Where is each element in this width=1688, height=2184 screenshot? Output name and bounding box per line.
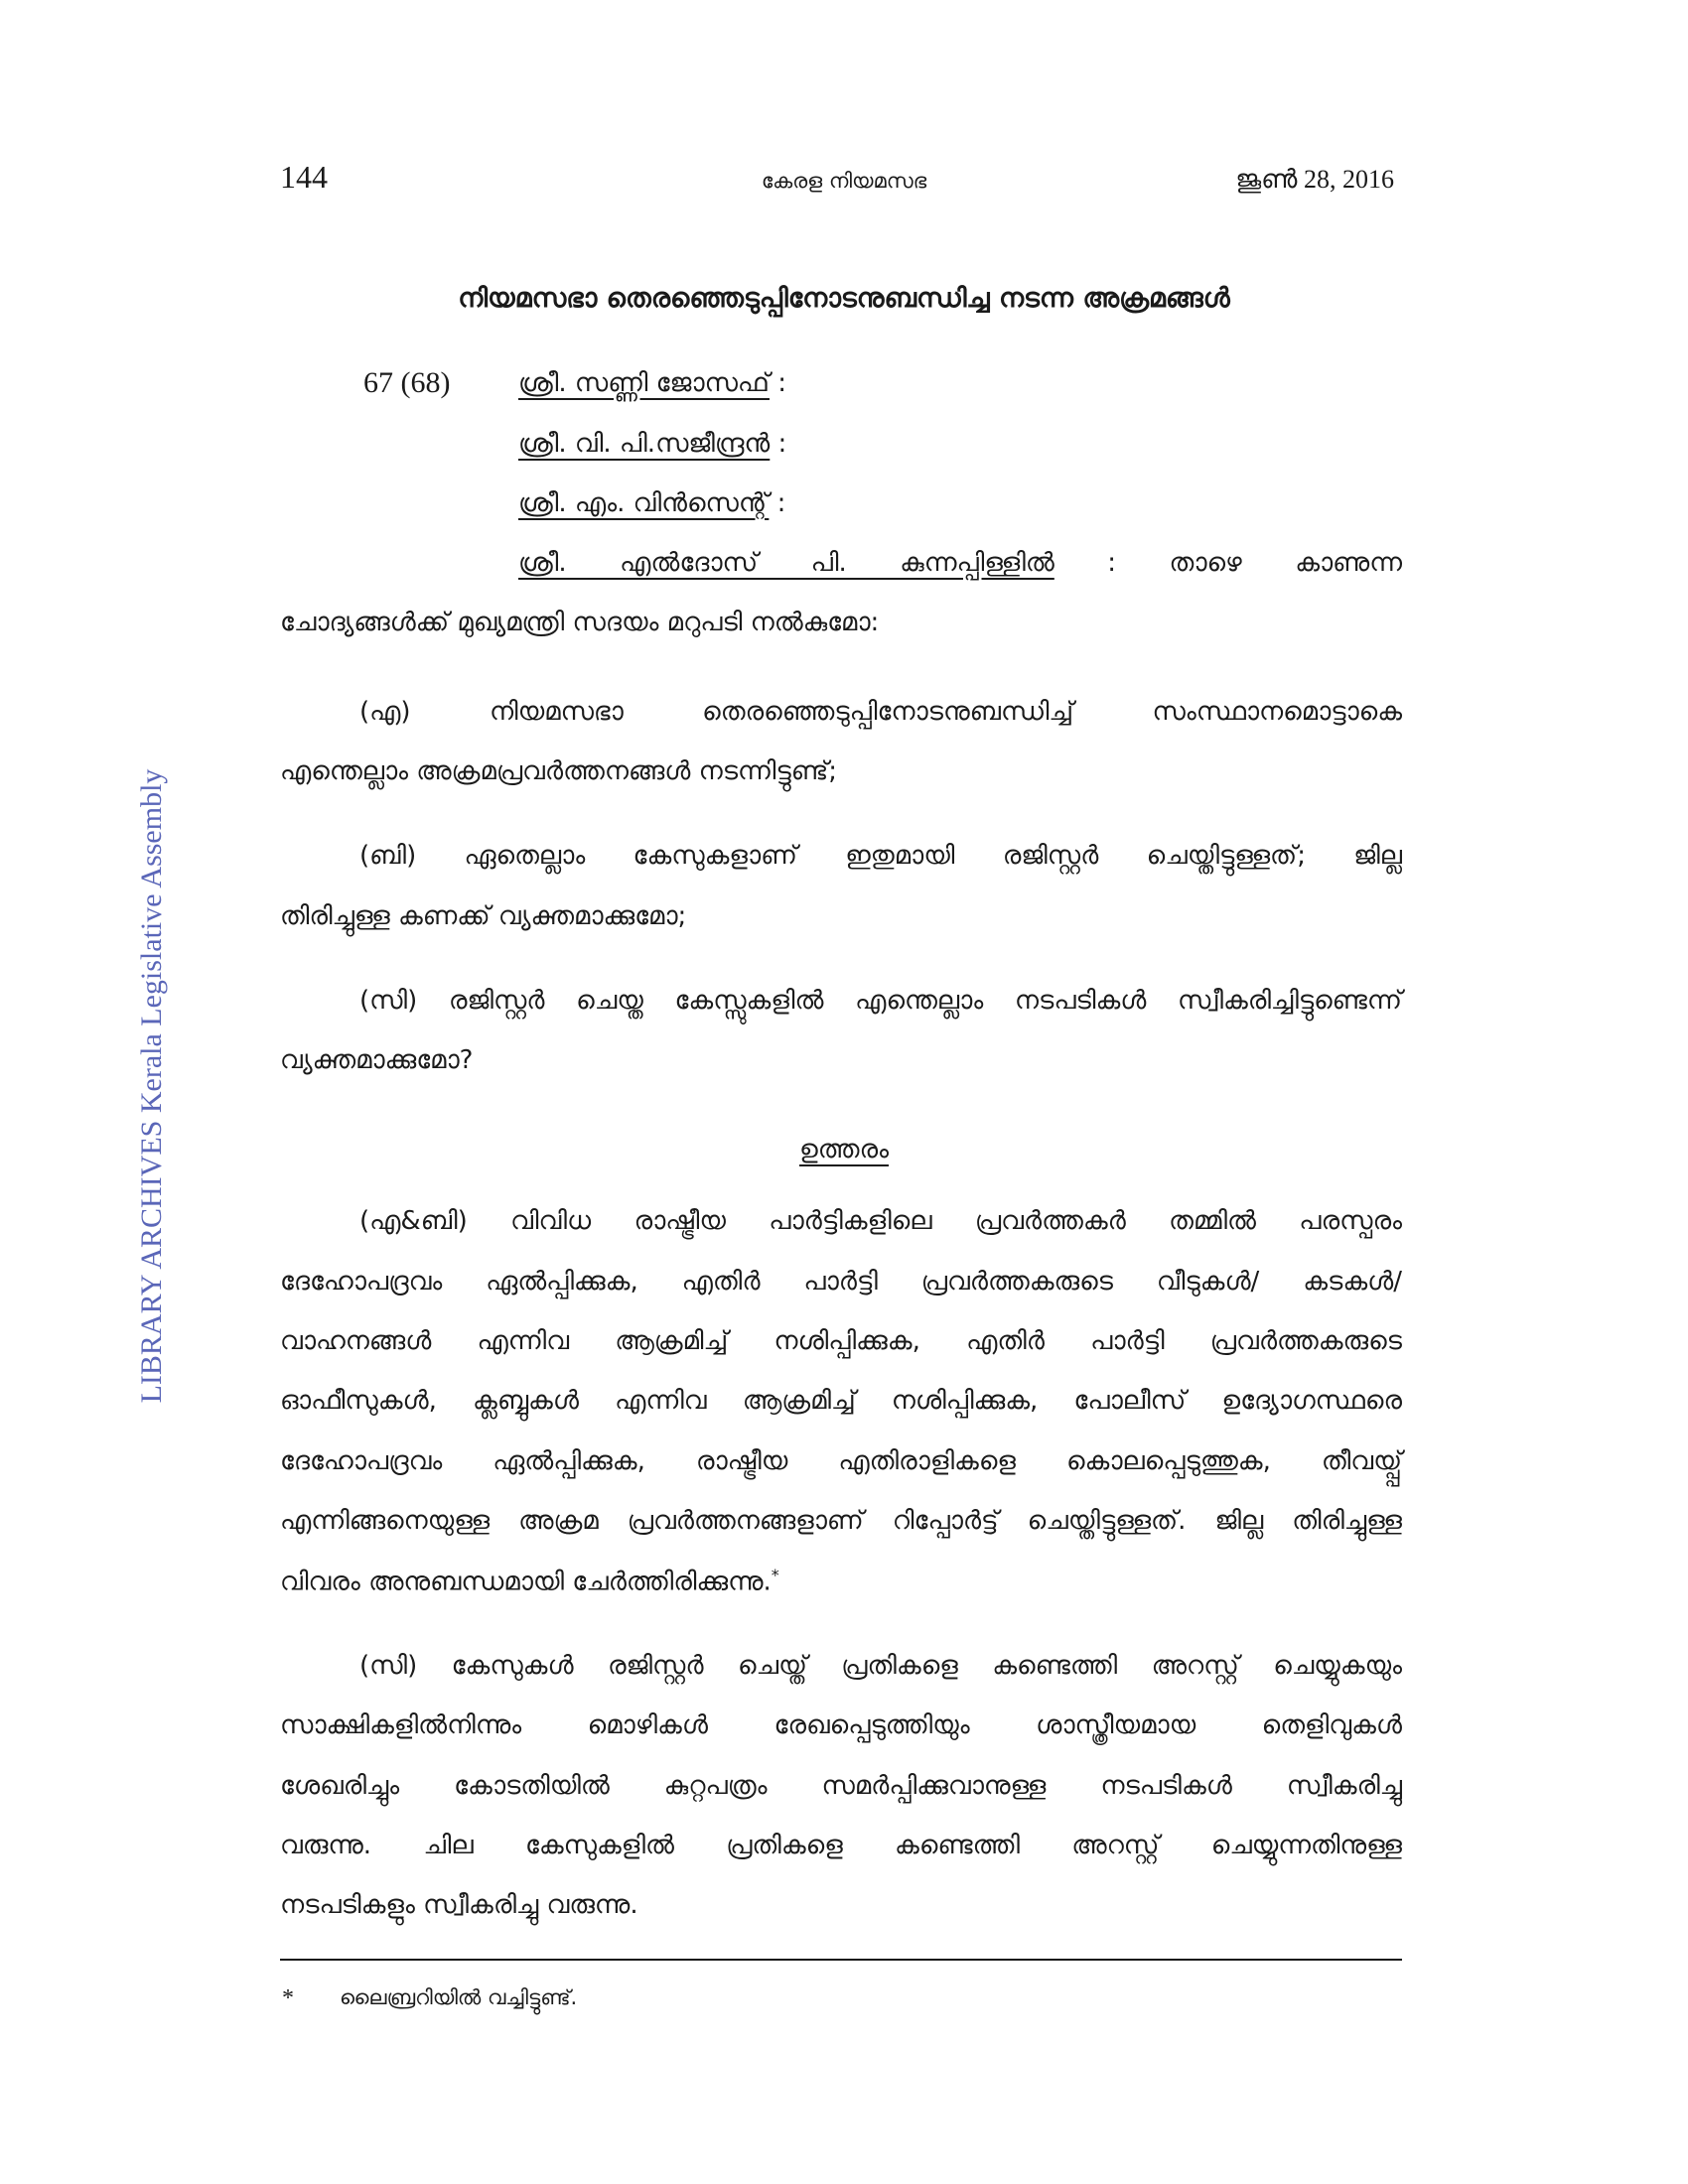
member-name: ശ്രീ. എം. വിൻസെന്റ് (518, 488, 770, 518)
question-part-a-line-2: എന്തെല്ലാം അക്രമപ്രവർത്തനങ്ങൾ നടന്നിട്ടുണ്ട്; (280, 756, 837, 786)
question-part-c-line-1: (സി) രജിസ്റ്റർ ചെയ്ത കേസ്സുകളിൽ എന്തെല്ലാം നടപടികൾ സ്വീകരിച്ചിട്ടുണ്ടെന്ന് (359, 986, 1402, 1016)
footnote-divider (280, 1959, 1402, 1961)
member-1 (518, 368, 786, 399)
answer-para2-line: (സി) കേസുകൾ രജിസ്റ്റർ ചെയ്ത് പ്രതികളെ കണ്ടെത്തി അറസ്റ്റ് ചെയ്യുകയും (359, 1651, 1402, 1681)
answer-para2-line: നടപടികളും സ്വീകരിച്ചു വരുന്നു. (280, 1890, 638, 1920)
member-suffix: : (770, 429, 787, 459)
answer-para2-line: വരുന്നു. ചില കേസുകളിൽ പ്രതികളെ കണ്ടെത്തി അറസ്റ്റ് ചെയ്യുന്നതിനുള്ള (280, 1831, 1402, 1860)
question-title: നിയമസഭാ തെരഞ്ഞെടുപ്പിനോടനുബന്ധിച്ച നടന്ന അക്രമങ്ങൾ (458, 283, 1230, 314)
member-3 (518, 488, 785, 519)
member-name: ശ്രീ. എൽദോസ് പി. കുന്നപ്പിള്ളിൽ (518, 548, 1055, 578)
answer-para1-line: (എ&ബി) വിവിധ രാഷ്ട്രീയ പാർട്ടികളിലെ പ്രവർത്തകർ തമ്മിൽ പരസ്പരം (359, 1206, 1402, 1236)
answer-heading: ഉത്തരം (799, 1135, 889, 1164)
member-name: ശ്രീ. വി. പി.സജീന്ദ്രൻ (518, 429, 771, 459)
archive-watermark: LIBRARY ARCHIVES Kerala Legislative Assembly (135, 768, 168, 1404)
question-part-b-line-1: (ബി) ഏതെല്ലാം കേസുകളാണ് ഇതുമായി രജിസ്റ്റർ ചെയ്തിട്ടുള്ളത്; ജില്ല (359, 841, 1402, 871)
footnote-text: ലൈബ്രറിയിൽ വച്ചിട്ടുണ്ട്. (340, 1985, 578, 2009)
answer-para1-line: വാഹനങ്ങൾ എന്നിവ ആക്രമിച്ച് നശിപ്പിക്കുക, എതിർ പാർട്ടി പ്രവർത്തകരുടെ (280, 1326, 1402, 1356)
question-intro: ചോദ്യങ്ങൾക്ക് മുഖ്യമന്ത്രി സദയം മറുപടി നൽകുമോ: (280, 608, 880, 637)
question-part-b-line-2: തിരിച്ചുള്ള കണക്ക് വ്യക്തമാക്കുമോ; (280, 901, 687, 931)
answer-para2-line: സാക്ഷികളിൽനിന്നും മൊഴികൾ രേഖപ്പെടുത്തിയും ശാസ്ത്രീയമായ തെളിവുകൾ (280, 1710, 1402, 1740)
member-suffix: : (769, 488, 786, 518)
member-suffix: : (769, 368, 787, 398)
member-2 (518, 429, 786, 460)
member-name: ശ്രീ. സണ്ണി ജോസഫ് (518, 368, 770, 398)
question-number: 67 (68) (363, 366, 451, 399)
page-number: 144 (280, 159, 328, 195)
running-title: കേരള നിയമസഭ (761, 169, 927, 193)
footnote-mark: * (282, 1985, 294, 2011)
member-suffix: : താഴെ കാണുന്ന (1054, 548, 1402, 578)
annexure-mark: * (771, 1566, 779, 1584)
answer-para1-line: ഓഫീസുകൾ, ക്ലബ്ബുകൾ എന്നിവ ആക്രമിച്ച് നശിപ്പിക്കുക, പോലീസ് ഉദ്യോഗസ്ഥരെ (280, 1386, 1402, 1416)
question-part-c-line-2: വ്യക്തമാക്കുമോ? (280, 1045, 474, 1075)
answer-para2-line: ശേഖരിച്ചും കോടതിയിൽ കുറ്റപത്രം സമർപ്പിക്കുവാനുള്ള നടപടികൾ സ്വീകരിച്ചു (280, 1771, 1402, 1801)
question-part-a-line-1: (എ) നിയമസഭാ തെരഞ്ഞെടുപ്പിനോടനുബന്ധിച്ച് സംസ്ഥാനമൊട്ടാകെ (359, 697, 1402, 727)
answer-para1-line: ദേഹോപദ്രവം ഏൽപ്പിക്കുക, എതിർ പാർട്ടി പ്രവർത്തകരുടെ വീടുകൾ/ കടകൾ/ (280, 1267, 1402, 1297)
answer-para1-line: എന്നിങ്ങനെയുള്ള അക്രമ പ്രവർത്തനങ്ങളാണ് റിപ്പോർട്ട് ചെയ്തിട്ടുള്ളത്. ജില്ല തിരിച്ചുള്ള (280, 1506, 1402, 1536)
answer-para1-last-line (280, 1566, 1402, 1598)
answer-para1-text: വിവരം അനുബന്ധമായി ചേർത്തിരിക്കുന്നു. (280, 1567, 772, 1597)
page-date: ജൂൺ 28, 2016 (1235, 165, 1394, 194)
member-4 (518, 548, 1402, 579)
answer-para1-line: ദേഹോപദ്രവം ഏൽപ്പിക്കുക, രാഷ്ട്രീയ എതിരാളികളെ കൊലപ്പെടുത്തുക, തീവയ്പ്പ് (280, 1446, 1402, 1476)
